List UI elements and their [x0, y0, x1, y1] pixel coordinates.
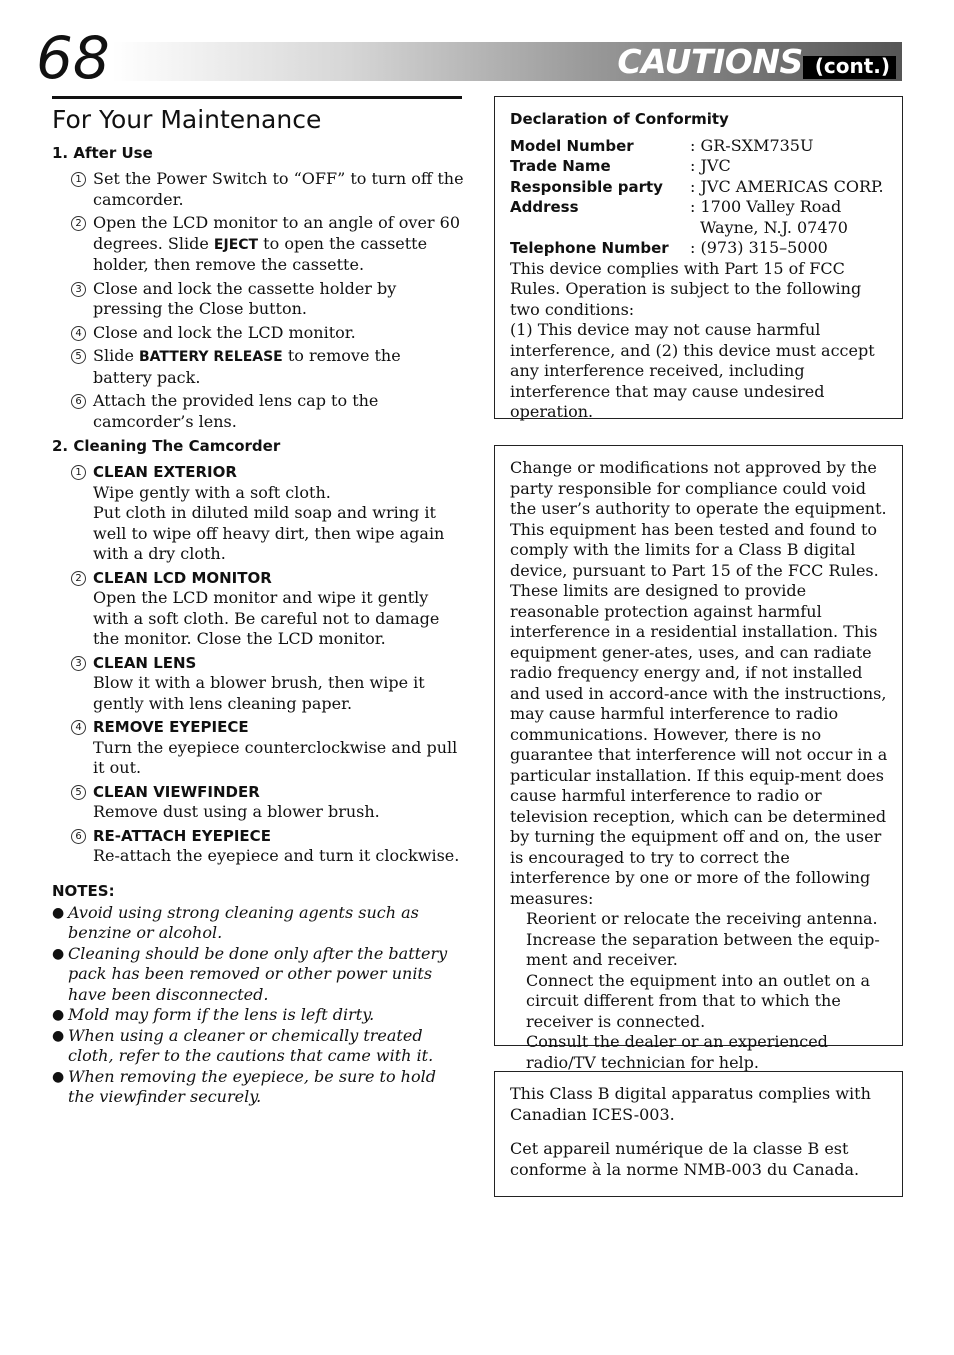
trade-row — [510, 156, 888, 177]
title-suffix: (cont.) — [814, 54, 890, 78]
step-number: 6 — [71, 394, 86, 409]
after-use-step — [52, 279, 464, 320]
fcc-measure: Connect the equipment into an outlet on a circuit different from that to which the receiver is connected. — [526, 970, 871, 1031]
note-item — [52, 1067, 464, 1108]
cleaning-steps — [52, 462, 464, 867]
step-title: REMOVE EYEPIECE — [93, 718, 249, 736]
step-text: to open the cassette holder, then remove the cassette. — [93, 233, 428, 274]
cleaning-step — [52, 782, 464, 823]
trade-value: : JVC — [690, 156, 731, 175]
address-value: : 1700 Valley Road — [690, 197, 842, 216]
canada-french: Cet appareil numérique de la classe B est conforme à la norme NMB-003 du Canada. — [510, 1139, 860, 1179]
step-number: 2 — [71, 216, 86, 231]
phone-value: : (973) 315–5000 — [690, 238, 828, 257]
maintenance-title: For Your Maintenance — [52, 105, 322, 134]
note-item — [52, 944, 464, 1006]
step-text: Set the Power Switch to “OFF” to turn off the camcorder. — [93, 169, 464, 209]
step-text: Turn the eyepiece counterclockwise and pull it out. — [93, 737, 458, 777]
step-number: 4 — [71, 326, 86, 341]
page-title — [617, 42, 896, 81]
step-key-label: EJECT — [213, 236, 259, 253]
step-title: RE-ATTACH EYEPIECE — [93, 826, 271, 845]
step-number: 1 — [71, 465, 86, 480]
step-text: Attach the provided lens cap to the camcorder’s lens. — [93, 391, 379, 431]
step-title: CLEAN VIEWFINDER — [93, 782, 260, 801]
step-key-label: BATTERY RELEASE — [139, 349, 283, 365]
cleaning-step — [52, 462, 464, 565]
cleaning-step — [52, 653, 464, 715]
bullet-icon: ● — [52, 1007, 65, 1023]
step-number: 3 — [71, 656, 86, 671]
fcc-measure: Increase the separation between the equip-ment and receiver. — [526, 929, 880, 969]
note-text: When using a cleaner or chemically treated cloth, refer to the cautions that came with it. — [68, 1025, 434, 1065]
fcc-notice-body: Change or modifications not approved by the party responsible for compliance could void the user’s authority to operate the equipment. This equipment has been tested and found to comply with the limits for a Class B digital device, pursuant to Part 15 of the FCC Rules. These limits are designed to provide reasonable protection against harmful interference in a residential installation. This equipment gener-ates, uses, and can radiate radio frequency energy and, if not installed and used in accord-ance with the instructions, may cause harmful interference to radio communications. However, there is no guarantee that interference will not occur in a particular installation. If this equip-ment does cause harmful interference to radio or television reception, which can be determined by turning the equipment off and on, the user is encouraged to try to correct the interference by one or more of the following measures: — [510, 458, 888, 908]
fcc-measure: Consult the dealer or an experienced radio/TV technician for help. — [526, 1032, 828, 1072]
note-text: Avoid using strong cleaning agents such as benzine or alcohol. — [68, 902, 419, 942]
step-text: Close and lock the LCD monitor. — [93, 322, 356, 342]
step-text: Wipe gently with a soft cloth. — [93, 482, 331, 502]
step-text: Remove dust using a blower brush. — [93, 802, 380, 821]
after-use-step — [52, 323, 464, 344]
address-line2: Wayne, N.J. 07470 — [700, 217, 848, 237]
party-value: : JVC AMERICAS CORP. — [690, 176, 884, 196]
conformity-heading: Declaration of Conformity — [510, 110, 729, 128]
paragraph-gap — [510, 1125, 888, 1139]
cleaning-step — [52, 568, 464, 650]
address-row — [510, 197, 888, 218]
fcc-statement: This device complies with Part 15 of FCC Rules. Operation is subject to the following two conditions: — [510, 258, 862, 319]
bullet-icon: ● — [52, 904, 65, 921]
model-row — [510, 136, 888, 157]
party-row — [510, 177, 888, 198]
canada-notice-box — [494, 1071, 903, 1197]
note-text: When removing the eyepiece, be sure to hold the viewfinder securely. — [68, 1066, 436, 1106]
step-title: CLEAN LCD MONITOR — [93, 568, 272, 587]
note-text: Mold may form if the lens is left dirty. — [68, 1005, 375, 1024]
bullet-icon: ● — [52, 1027, 65, 1044]
note-item — [52, 903, 464, 944]
step-text: Put cloth in diluted mild soap and wring it well to wipe off heavy dirt, then wipe again with a dry cloth. — [93, 503, 445, 563]
bullet-icon: ● — [52, 945, 65, 962]
cleaning-step — [52, 717, 464, 779]
phone-row — [510, 238, 888, 259]
phone-label: Telephone Number — [510, 239, 669, 257]
step-text: to remove the battery pack. — [93, 346, 401, 387]
section-rule — [52, 96, 462, 99]
notes-list — [52, 903, 464, 1108]
step-number: 4 — [71, 720, 86, 735]
step-number: 1 — [71, 172, 86, 187]
step-title: CLEAN EXTERIOR — [93, 463, 237, 481]
step-text: Close and lock the cassette holder by pressing the Close button. — [93, 278, 397, 318]
fcc-conditions: (1) This device may not cause harmful interference, and (2) this device must accept any interference received, including interference that may cause undesired operation. — [510, 320, 875, 421]
step-text: Blow it with a blower brush, then wipe it gently with lens cleaning paper. — [93, 673, 425, 713]
model-value: : GR-SXM735U — [690, 135, 814, 155]
after-use-heading: 1. After Use — [52, 144, 153, 162]
step-number: 6 — [71, 829, 86, 844]
title-main: CAUTIONS — [617, 42, 803, 81]
after-use-step — [52, 213, 464, 276]
step-number: 5 — [71, 785, 86, 800]
step-number: 2 — [71, 571, 86, 586]
step-text: Re-attach the eyepiece and turn it clockwise. — [93, 846, 460, 865]
step-text: Open the LCD monitor and wipe it gently with a soft cloth. Be careful not to damage the monitor. Close the LCD monitor. — [93, 588, 440, 648]
note-text: Cleaning should be done only after the battery pack has been removed or other power units have been disconnected. — [68, 943, 448, 1004]
conformity-box — [494, 96, 903, 419]
after-use-step — [52, 391, 464, 432]
after-use-steps — [52, 169, 464, 432]
notes-heading: NOTES: — [52, 881, 115, 900]
cleaning-heading: 2. Cleaning The Camcorder — [52, 437, 281, 455]
after-use-step — [52, 169, 464, 210]
canada-english: This Class B digital apparatus complies with Canadian ICES-003. — [510, 1084, 871, 1124]
step-text: Open the LCD monitor to an angle of over 60 degrees. Slide — [93, 213, 461, 253]
step-number: 5 — [71, 349, 86, 364]
maintenance-section — [52, 96, 464, 1108]
note-item — [52, 1005, 464, 1026]
step-number: 3 — [71, 282, 86, 297]
model-label: Model Number — [510, 136, 634, 155]
page-number: 68 — [36, 24, 110, 92]
note-item — [52, 1026, 464, 1067]
fcc-measure: Reorient or relocate the receiving antenna. — [526, 909, 878, 928]
address-label: Address — [510, 198, 579, 216]
title-suffix-wrap — [803, 56, 896, 79]
step-text: Slide — [93, 346, 139, 365]
after-use-step — [52, 346, 464, 388]
party-label: Responsible party — [510, 177, 663, 196]
fcc-notice-box — [494, 445, 903, 1072]
trade-label: Trade Name — [510, 157, 611, 175]
bullet-icon: ● — [52, 1068, 65, 1085]
step-title: CLEAN LENS — [93, 653, 197, 672]
cleaning-step — [52, 826, 464, 867]
